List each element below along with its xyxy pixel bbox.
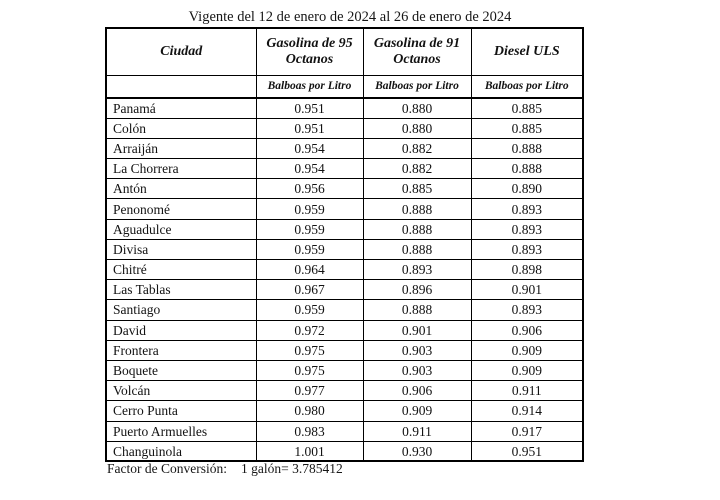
cell-city: Panamá [106,98,256,118]
header-row-main [106,28,583,76]
cell-gasolina-95: 0.959 [256,199,363,219]
cell-city: Las Tablas [106,280,256,300]
cell-gasolina-91: 0.903 [363,360,471,380]
table-row [106,280,583,300]
conversion-factor-note [107,460,343,477]
cell-city: Arraiján [106,138,256,158]
conversion-factor-value: 1 galón= 3.785412 [240,461,343,476]
unit-header-gasolina-91: Balboas por Litro [363,76,471,99]
cell-gasolina-95: 0.951 [256,118,363,138]
cell-diesel-uls: 0.914 [471,401,583,421]
cell-gasolina-91: 0.930 [363,441,471,461]
cell-gasolina-91: 0.882 [363,138,471,158]
cell-gasolina-91: 0.906 [363,381,471,401]
page-title: Vigente del 12 de enero de 2024 al 26 de enero de 2024 [188,9,512,25]
cell-gasolina-95: 0.983 [256,421,363,441]
cell-diesel-uls: 0.893 [471,199,583,219]
cell-city: Volcán [106,381,256,401]
cell-city: Penonomé [106,199,256,219]
cell-diesel-uls: 0.901 [471,280,583,300]
table-row [106,138,583,158]
cell-diesel-uls: 0.888 [471,138,583,158]
cell-gasolina-95: 1.001 [256,441,363,461]
cell-city: Antón [106,179,256,199]
cell-diesel-uls: 0.909 [471,340,583,360]
cell-city: David [106,320,256,340]
cell-gasolina-95: 0.980 [256,401,363,421]
table-row [106,219,583,239]
cell-diesel-uls: 0.898 [471,260,583,280]
cell-diesel-uls: 0.911 [471,381,583,401]
cell-gasolina-91: 0.888 [363,219,471,239]
cell-gasolina-95: 0.977 [256,381,363,401]
cell-diesel-uls: 0.885 [471,118,583,138]
cell-gasolina-95: 0.954 [256,159,363,179]
cell-gasolina-95: 0.972 [256,320,363,340]
table-row [106,441,583,461]
cell-gasolina-95: 0.959 [256,219,363,239]
cell-city: Santiago [106,300,256,320]
table-row [106,421,583,441]
cell-gasolina-91: 0.901 [363,320,471,340]
table-row [106,360,583,380]
cell-city: Boquete [106,360,256,380]
cell-gasolina-91: 0.911 [363,421,471,441]
cell-gasolina-91: 0.880 [363,98,471,118]
cell-gasolina-91: 0.888 [363,199,471,219]
table-row [106,199,583,219]
table-row [106,340,583,360]
cell-diesel-uls: 0.893 [471,239,583,259]
cell-diesel-uls: 0.906 [471,320,583,340]
table-row [106,381,583,401]
column-header-city: Ciudad [106,28,256,76]
cell-gasolina-91: 0.888 [363,239,471,259]
column-header-gasolina-91: Gasolina de 91 Octanos [363,28,471,76]
cell-gasolina-95: 0.959 [256,300,363,320]
fuel-price-table [105,27,584,462]
cell-gasolina-95: 0.975 [256,340,363,360]
cell-diesel-uls: 0.893 [471,300,583,320]
table-row [106,239,583,259]
table-row [106,300,583,320]
cell-gasolina-91: 0.888 [363,300,471,320]
cell-diesel-uls: 0.890 [471,179,583,199]
cell-gasolina-91: 0.880 [363,118,471,138]
cell-diesel-uls: 0.888 [471,159,583,179]
cell-gasolina-91: 0.909 [363,401,471,421]
table-row [106,118,583,138]
cell-diesel-uls: 0.951 [471,441,583,461]
cell-gasolina-91: 0.903 [363,340,471,360]
cell-city: Chitré [106,260,256,280]
cell-gasolina-95: 0.951 [256,98,363,118]
cell-gasolina-91: 0.885 [363,179,471,199]
column-header-diesel-uls: Diesel ULS [471,28,583,76]
cell-gasolina-91: 0.893 [363,260,471,280]
cell-gasolina-95: 0.964 [256,260,363,280]
cell-city: Changuinola [106,441,256,461]
cell-diesel-uls: 0.909 [471,360,583,380]
cell-city: Aguadulce [106,219,256,239]
table-row [106,260,583,280]
cell-city: La Chorrera [106,159,256,179]
table-row [106,98,583,118]
unit-header-gasolina-95: Balboas por Litro [256,76,363,99]
table-body [106,98,583,461]
cell-diesel-uls: 0.885 [471,98,583,118]
cell-gasolina-91: 0.896 [363,280,471,300]
cell-city: Colón [106,118,256,138]
table-row [106,159,583,179]
unit-header-city [106,76,256,99]
cell-city: Divisa [106,239,256,259]
cell-diesel-uls: 0.893 [471,219,583,239]
table-row [106,179,583,199]
cell-city: Frontera [106,340,256,360]
cell-gasolina-91: 0.882 [363,159,471,179]
table-row [106,401,583,421]
cell-diesel-uls: 0.917 [471,421,583,441]
table-header [106,28,583,98]
conversion-factor-label: Factor de Conversión: [107,461,227,476]
unit-header-diesel-uls: Balboas por Litro [471,76,583,99]
cell-city: Cerro Punta [106,401,256,421]
header-row-units [106,76,583,99]
cell-gasolina-95: 0.956 [256,179,363,199]
cell-city: Puerto Armuelles [106,421,256,441]
column-header-gasolina-95: Gasolina de 95 Octanos [256,28,363,76]
cell-gasolina-95: 0.975 [256,360,363,380]
table-row [106,320,583,340]
cell-gasolina-95: 0.967 [256,280,363,300]
cell-gasolina-95: 0.959 [256,239,363,259]
clipped-top-text [255,0,475,5]
cell-gasolina-95: 0.954 [256,138,363,158]
